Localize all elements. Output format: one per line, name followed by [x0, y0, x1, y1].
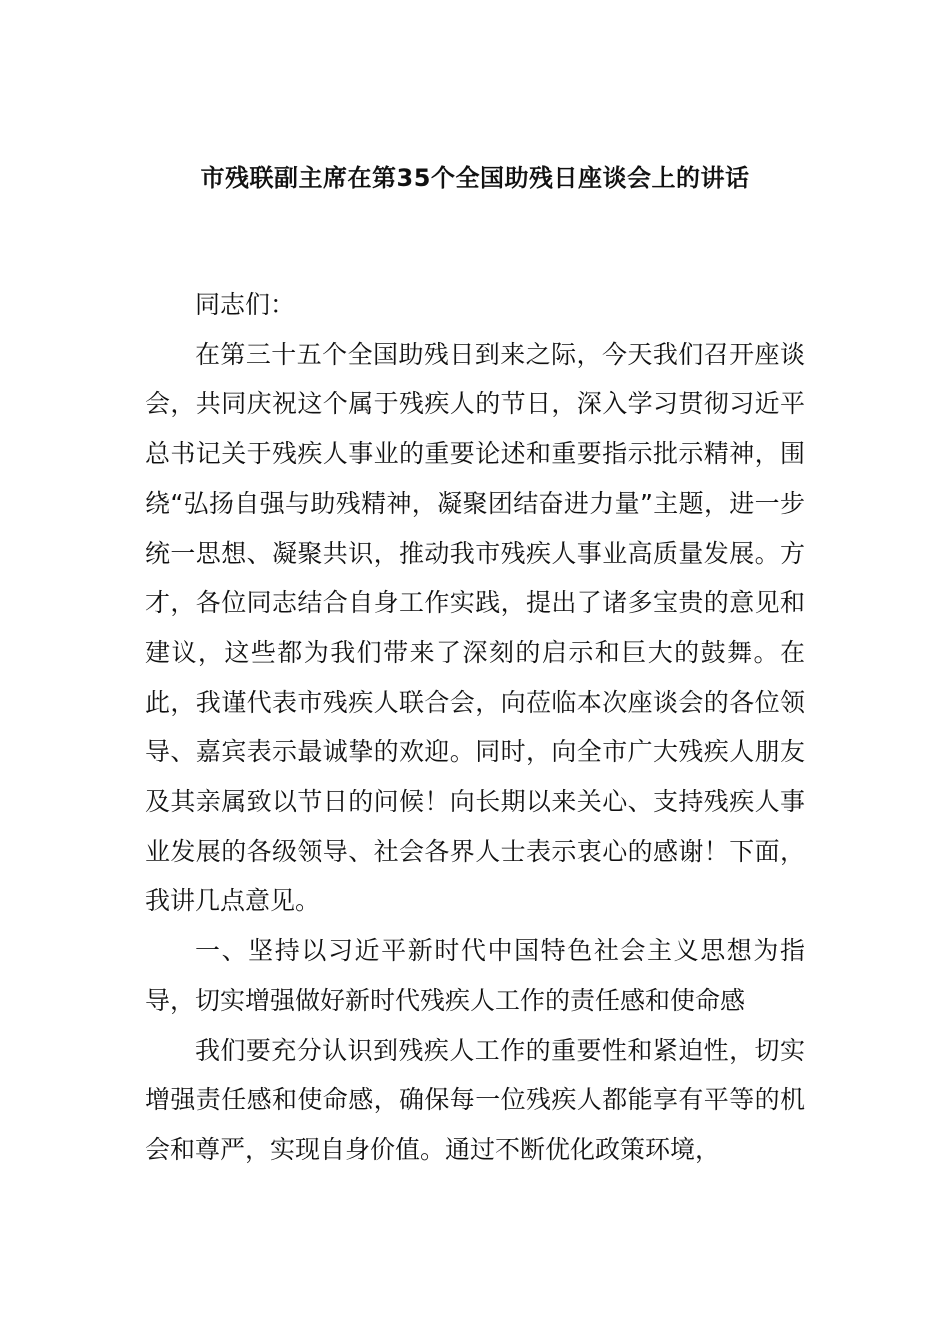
section-heading-1: 一、坚持以习近平新时代中国特色社会主义思想为指导，切实增强做好新时代残疾人工作的责任感和使命感: [145, 936, 805, 1015]
paragraph-section-1: 我们要充分认识到残疾人工作的重要性和紧迫性，切实增强责任感和使命感，确保每一位残疾人都能享有平等的机会和尊严，实现自身价值。通过不断优化政策环境，: [145, 1035, 805, 1164]
document-title: 市残联副主席在第35个全国助残日座谈会上的讲话: [200, 164, 750, 192]
document-body: [145, 280, 805, 1175]
salutation: 同志们：: [195, 290, 296, 319]
paragraph-opening: 在第三十五个全国助残日到来之际，今天我们召开座谈会，共同庆祝这个属于残疾人的节日，深入学习贯彻习近平总书记关于残疾人事业的重要论述和重要指示批示精神，围绕“弘扬自强与助残精神，凝聚团结奋进力量”主题，进一步统一思想、凝聚共识，推动我市残疾人事业高质量发展。方才，各位同志结合自身工作实践，提出了诸多宝贵的意见和建议，这些都为我们带来了深刻的启示和巨大的鼓舞。在此，我谨代表市残疾人联合会，向莅临本次座谈会的各位领导、嘉宾表示最诚挚的欢迎。同时，向全市广大残疾人朋友及其亲属致以节日的问候！向长期以来关心、支持残疾人事业发展的各级领导、社会各界人士表示衷心的感谢！下面，我讲几点意见。: [145, 339, 805, 916]
